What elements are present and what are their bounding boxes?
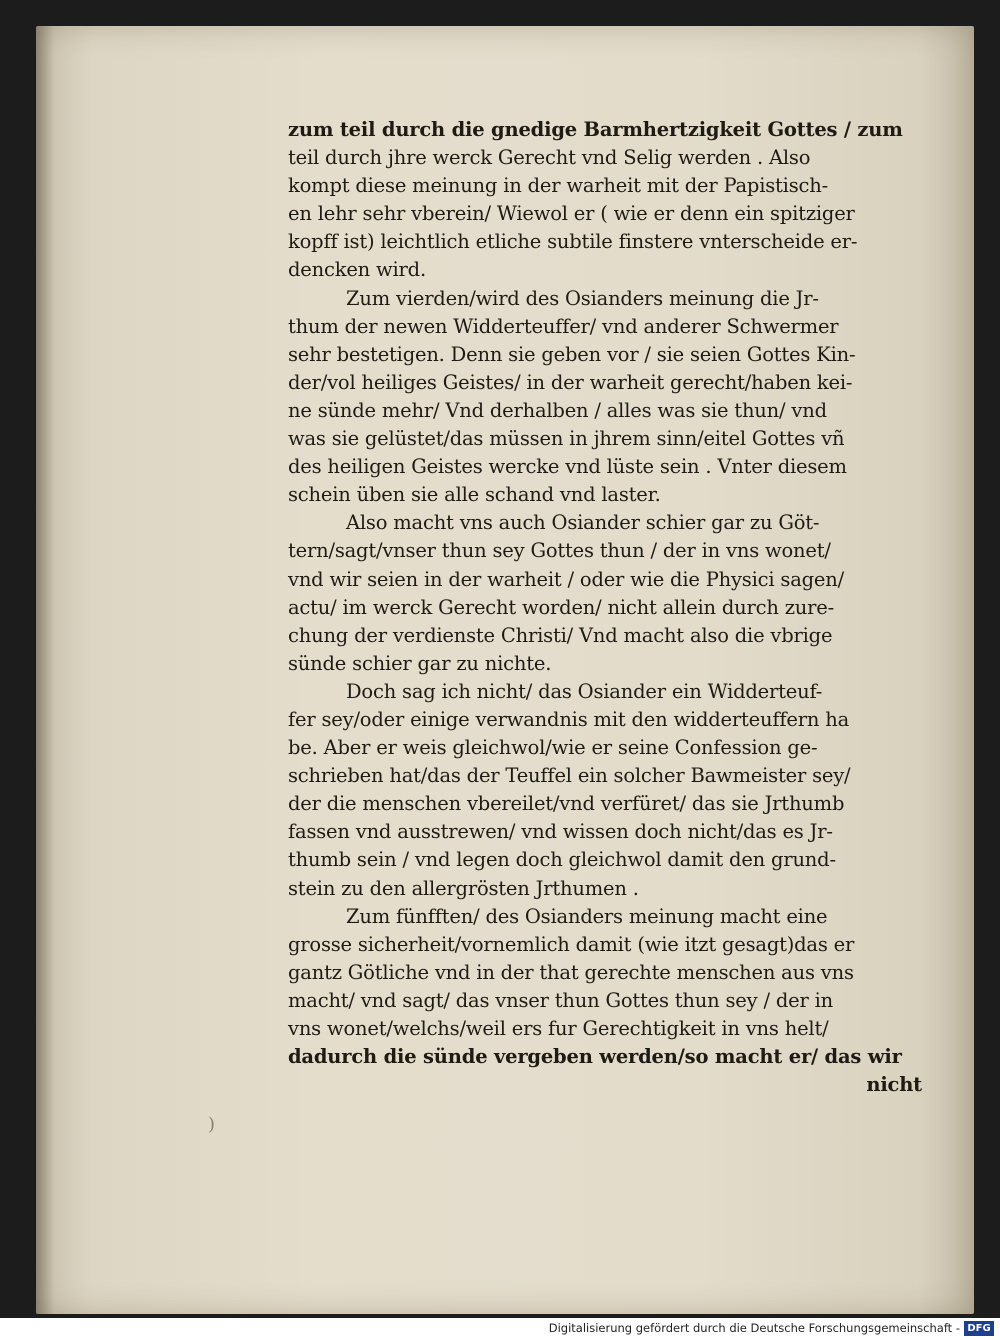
text-line: ne sünde mehr/ Vnd derhalben / alles was sie thun/ vnd bbox=[288, 398, 827, 422]
text-line: actu/ im werck Gerecht worden/ nicht allein durch zure- bbox=[288, 595, 834, 619]
text-line: was sie gelüstet/das müssen in jhrem sinn/eitel Gottes vñ bbox=[288, 427, 845, 451]
text-line: des heiligen Geistes wercke vnd lüste sein . Vnter diesem bbox=[288, 455, 847, 479]
text-line: grosse sicherheit/vornemlich damit (wie itzt gesagt)das er bbox=[288, 932, 855, 956]
paragraph-start-line: Doch sag ich nicht/ das Osiander ein Widderteuf- bbox=[346, 679, 823, 703]
text-line: chung der verdienste Christi/ Vnd macht also die vbrige bbox=[288, 623, 833, 647]
text-line: macht/ vnd sagt/ das vnser thun Gottes thun sey / der in bbox=[288, 988, 833, 1012]
text-line: teil durch jhre werck Gerecht vnd Selig werden . Also bbox=[288, 146, 811, 170]
text-line: tern/sagt/vnser thun sey Gottes thun / der in vns wonet/ bbox=[288, 539, 831, 563]
text-line: dencken wird. bbox=[288, 258, 426, 282]
gutter-shadow bbox=[36, 26, 54, 1314]
paragraph-start-line: Also macht vns auch Osiander schier gar zu Göt- bbox=[346, 511, 820, 535]
paragraph-start-line: Zum fünfften/ des Osianders meinung macht eine bbox=[346, 904, 828, 928]
text-line: sünde schier gar zu nichte. bbox=[288, 651, 552, 675]
text-line: fer sey/oder einige verwandnis mit den widderteuffern ha bbox=[288, 707, 849, 731]
text-line: kopff ist) leichtlich etliche subtile finstere vnterscheide er- bbox=[288, 230, 858, 254]
text-line: dadurch die sünde vergeben werden/so macht er/ das wir bbox=[288, 1045, 902, 1069]
text-line: fassen vnd ausstrewen/ vnd wissen doch nicht/das es Jr- bbox=[288, 820, 833, 844]
margin-mark: ) bbox=[208, 1114, 216, 1135]
text-line: schein üben sie alle schand vnd laster. bbox=[288, 483, 661, 507]
text-line: be. Aber er weis gleichwol/wie er seine Confession ge- bbox=[288, 736, 818, 760]
text-line: gantz Götliche vnd in der that gerechte menschen aus vns bbox=[288, 960, 854, 984]
paragraph-start-line: Zum vierden/wird des Osianders meinung die Jr- bbox=[346, 286, 819, 310]
page-text-block bbox=[288, 116, 930, 1099]
text-line: schrieben hat/das der Teuffel ein solcher Bawmeister sey/ bbox=[288, 764, 851, 788]
text-line: zum teil durch die gnedige Barmhertzigkeit Gottes / zum bbox=[288, 118, 903, 141]
text-line: der/vol heiliges Geistes/ in der warheit gerecht/haben kei- bbox=[288, 370, 853, 394]
catchword: nicht bbox=[866, 1073, 922, 1097]
text-line: sehr bestetigen. Denn sie geben vor / sie seien Gottes Kin- bbox=[288, 342, 856, 366]
text-line: thum der newen Widderteuffer/ vnd anderer Schwermer bbox=[288, 314, 839, 338]
text-line: vns wonet/welchs/weil ers fur Gerechtigkeit in vns helt/ bbox=[288, 1017, 829, 1040]
text-line: stein zu den allergrösten Jrthumen . bbox=[288, 876, 639, 900]
text-line: vnd wir seien in der warheit / oder wie die Physici sagen/ bbox=[288, 567, 844, 591]
funding-notice: Digitalisierung gefördert durch die Deutsche Forschungsgemeinschaft - bbox=[548, 1321, 960, 1335]
text-line: kompt diese meinung in der warheit mit der Papistisch- bbox=[288, 174, 828, 198]
text-line: der die menschen vbereilet/vnd verfüret/ das sie Jrthumb bbox=[288, 792, 845, 816]
dfg-logo[interactable]: DFG bbox=[964, 1321, 994, 1336]
text-line: en lehr sehr vberein/ Wiewol er ( wie er denn ein spitziger bbox=[288, 202, 855, 226]
footer-bar bbox=[0, 1318, 1000, 1340]
text-line: thumb sein / vnd legen doch gleichwol damit den grund- bbox=[288, 848, 836, 872]
